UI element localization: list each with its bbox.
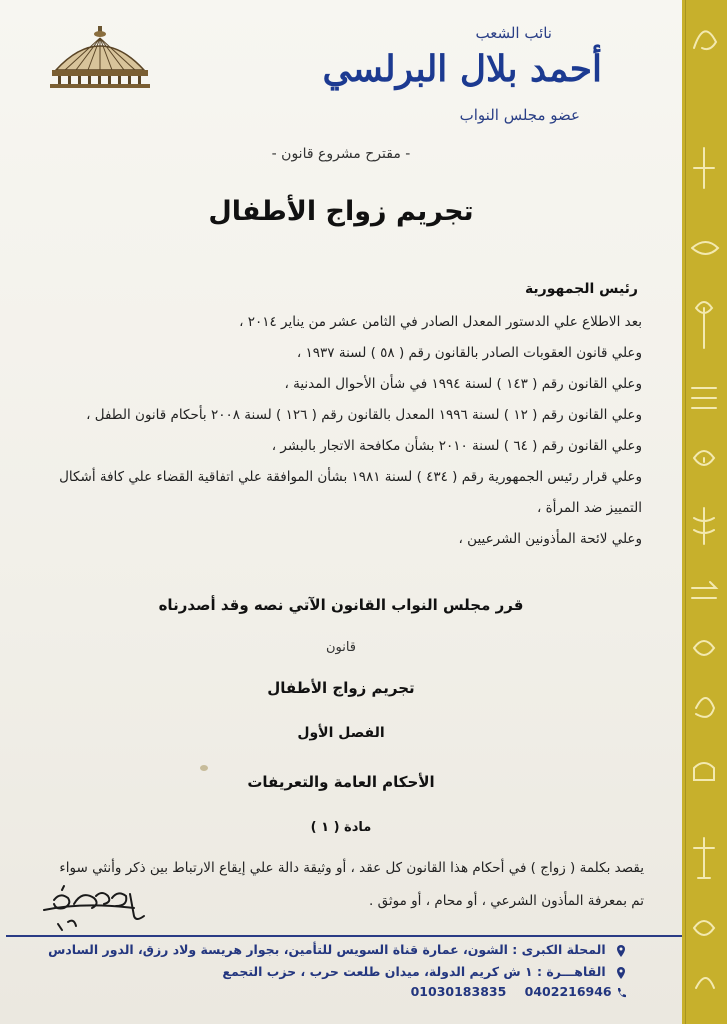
mp-header <box>322 24 602 134</box>
footer <box>6 942 626 986</box>
document-title: تجريم زواج الأطفال <box>208 196 474 227</box>
footer-divider <box>6 935 682 937</box>
president-heading: رئيس الجمهورية <box>524 281 638 297</box>
phone-number: 01030183835 <box>410 984 507 999</box>
mp-role: نائب الشعب <box>475 24 552 42</box>
phone-number: 0402216946 <box>524 984 612 999</box>
decision-heading: قرر مجلس النواب القانون الآتي نصه وقد أصدرناه <box>158 596 524 614</box>
preamble-line: وعلي قانون العقوبات الصادر بالقانون رقم ( ٥٨ ) لسنة ١٩٣٧ ، <box>296 345 642 361</box>
chapter-heading: الفصل الأول <box>297 725 385 741</box>
preamble-line: وعلي قرار رئيس الجمهورية رقم ( ٤٣٤ ) لسنة ١٩٨١ بشأن الموافقة علي اتفاقية القضاء علي كافة أشكال <box>59 469 642 485</box>
footer-phones <box>397 984 626 999</box>
phone-icon <box>616 987 626 999</box>
preamble-line: التمييز ضد المرأة ، <box>536 500 642 516</box>
address-mahalla: المحلة الكبرى : الشون، عمارة قناة السويس للتأمين، بجوار هريسة ولاد رزق، الدور السادس <box>48 942 606 957</box>
law-title: تجريم زواج الأطفال <box>267 679 415 697</box>
preamble-line: وعلي القانون رقم ( ١٢ ) لسنة ١٩٩٦ المعدل بالقانون رقم ( ١٢٦ ) لسنة ٢٠٠٨ بأحكام قانون الطفل ، <box>86 407 642 423</box>
address-cairo: القاهـــرة : ١ ش كريم الدولة، ميدان طلعت حرب ، حزب التجمع <box>222 964 606 979</box>
article-text-line: تم بمعرفة المأذون الشرعي ، أو محام ، أو موثق . <box>369 893 644 909</box>
preamble-line: وعلي القانون رقم ( ١٤٣ ) لسنة ١٩٩٤ في شأن الأحوال المدنية ، <box>284 376 642 392</box>
decorative-side-band <box>682 0 727 1024</box>
preamble-line: بعد الاطلاع علي الدستور المعدل الصادر في الثامن عشر من يناير ٢٠١٤ ، <box>239 314 642 330</box>
section-heading: الأحكام العامة والتعريفات <box>247 773 435 791</box>
preamble-line: وعلي لائحة المأذونين الشرعيين ، <box>458 531 642 547</box>
mp-member: عضو مجلس النواب <box>459 106 580 124</box>
article-heading: مادة ( ١ ) <box>310 820 372 835</box>
article-text-line: يقصد بكلمة ( زواج ) في أحكام هذا القانون كل عقد ، أو وثيقة دالة علي إيقاع الارتباط بين ذكر وأنثي سواء <box>59 860 644 876</box>
preamble-list <box>22 314 642 562</box>
paper-stain <box>200 765 208 771</box>
footer-address-row <box>6 942 626 964</box>
location-pin-icon <box>616 945 626 957</box>
signature-mark <box>24 880 154 936</box>
hieroglyph-pattern <box>686 8 723 1018</box>
preamble-line: وعلي القانون رقم ( ٦٤ ) لسنة ٢٠١٠ بشأن مكافحة الاتجار بالبشر ، <box>271 438 642 454</box>
law-label: قانون <box>325 640 357 655</box>
footer-address-row <box>6 964 626 986</box>
location-pin-icon <box>616 967 626 979</box>
proposal-tag: - مقترح مشروع قانون - <box>271 146 411 162</box>
parliament-dome-logo <box>48 26 152 88</box>
mp-name: أحمد بلال البرلسي <box>322 48 602 90</box>
